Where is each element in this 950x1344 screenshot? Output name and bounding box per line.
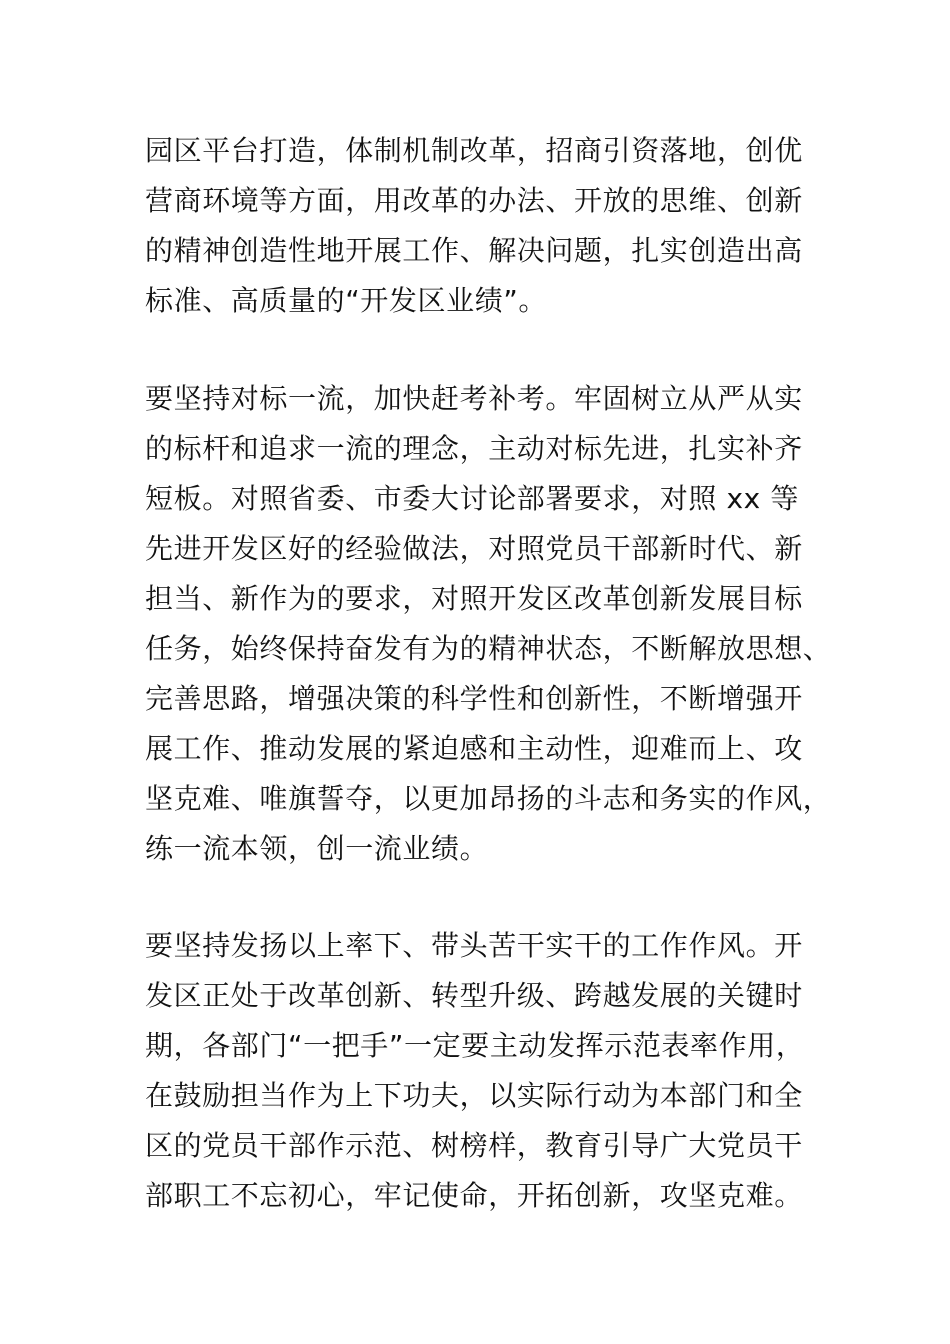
text-line: 发区正处于改革创新、转型升级、跨越发展的关键时 bbox=[145, 979, 803, 1012]
text-line: 区的党员干部作示范、树榜样，教育引导广大党员干 bbox=[145, 1129, 803, 1162]
text-line: 先进开发区好的经验做法，对照党员干部新时代、新 bbox=[145, 532, 803, 565]
text-line: 完善思路，增强决策的科学性和创新性，不断增强开 bbox=[145, 682, 803, 715]
text-line: 园区平台打造，体制机制改革，招商引资落地，创优 bbox=[145, 134, 803, 167]
text-line: 在鼓励担当作为上下功夫，以实际行动为本部门和全 bbox=[145, 1079, 803, 1112]
text-line: 要坚持发扬以上率下、带头苦干实干的工作作风。开 bbox=[145, 929, 803, 962]
text-line: 期，各部门“一把手”一定要主动发挥示范表率作用， bbox=[145, 1029, 805, 1062]
text-line: 坚克难、唯旗誓夺，以更加昂扬的斗志和务实的作风， bbox=[145, 782, 832, 815]
text-line: 的精神创造性地开展工作、解决问题，扎实创造出高 bbox=[145, 234, 803, 267]
text-line: 营商环境等方面，用改革的办法、开放的思维、创新 bbox=[145, 184, 803, 217]
text-line: 练一流本领，创一流业绩。 bbox=[145, 832, 489, 865]
text-line: 要坚持对标一流，加快赶考补考。牢固树立从严从实 bbox=[145, 382, 803, 415]
text-line: 标准、高质量的“开发区业绩”。 bbox=[145, 284, 548, 317]
text-line: 担当、新作为的要求，对照开发区改革创新发展目标 bbox=[145, 582, 803, 615]
text-line: 部职工不忘初心，牢记使命，开拓创新，攻坚克难。 bbox=[145, 1179, 803, 1212]
text-line: 短板。对照省委、市委大讨论部署要求，对照 xx 等 bbox=[145, 482, 799, 515]
text-line: 任务，始终保持奋发有为的精神状态，不断解放思想、 bbox=[145, 632, 832, 665]
text-line: 展工作、推动发展的紧迫感和主动性，迎难而上、攻 bbox=[145, 732, 803, 765]
text-line: 的标杆和追求一流的理念，主动对标先进，扎实补齐 bbox=[145, 432, 803, 465]
